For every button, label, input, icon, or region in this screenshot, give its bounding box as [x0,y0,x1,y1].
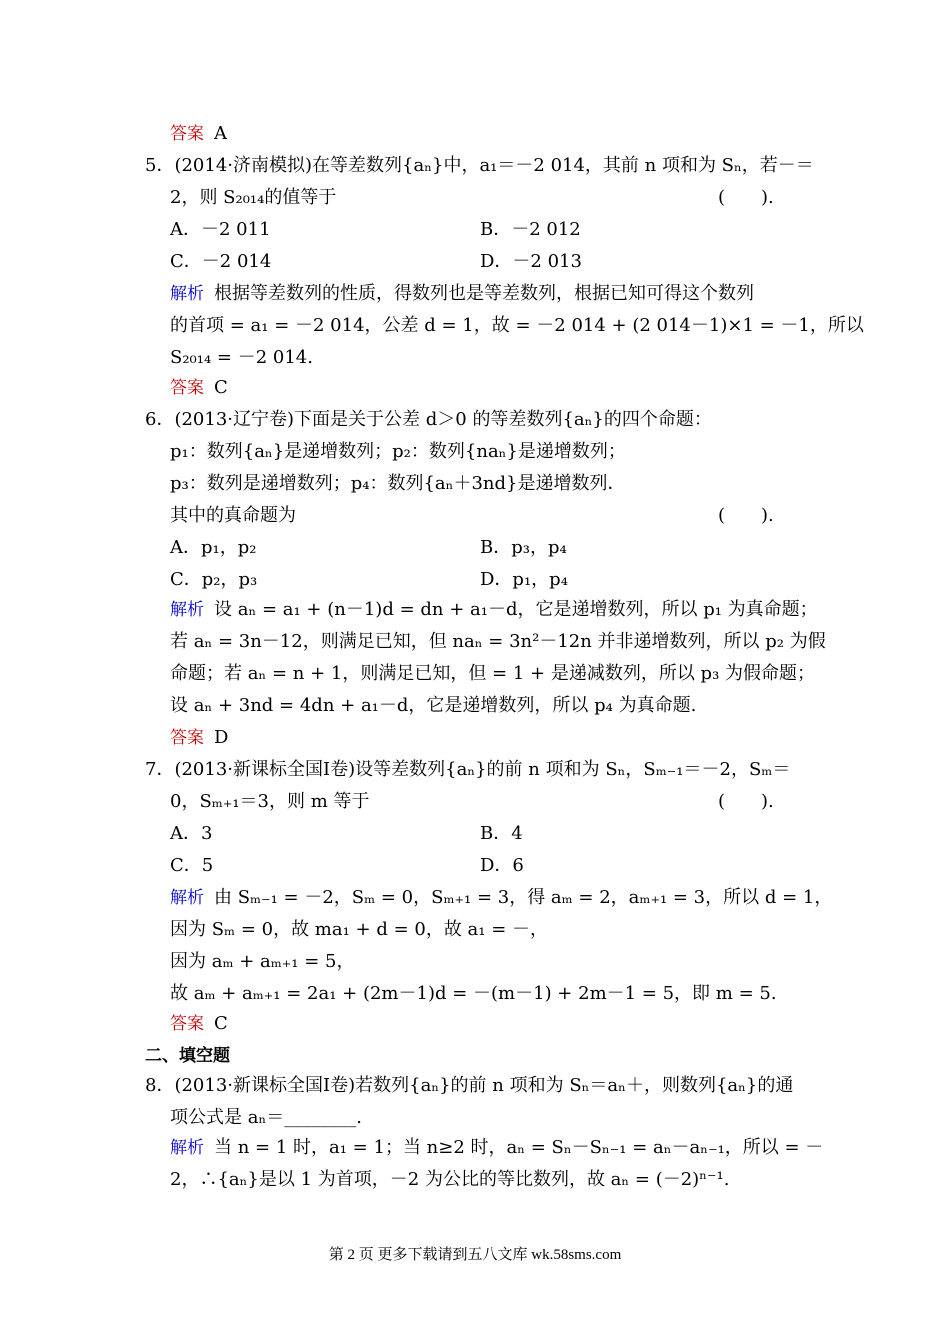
q5-option-d: D．－2 013 [480,251,582,272]
q6-analysis-text1: 设 aₙ = a₁ + (n－1)d = dn + a₁－d，它是递增数列，所以 p₁ 为真命题； [214,599,818,620]
q6-analysis-line1 [170,598,818,622]
q6-answer-line [170,726,228,750]
answer-label: 答案 [170,124,204,144]
q7-answer-line [170,1012,228,1036]
q6-stem-line2: 其中的真命题为 [170,505,296,526]
answer-label: 答案 [170,728,204,748]
analysis-label: 解析 [170,1138,204,1158]
q8-analysis-line1 [170,1136,823,1160]
q7-analysis-line4: 故 aₘ + aₘ₊₁ = 2a₁ + (2m－1)d = －(m－1) + 2m－1 = 5，即 m = 5. [170,983,777,1004]
q5-answer-line [170,376,228,400]
q8-stem-line1: 8．(2013·新课标全国Ⅰ卷)若数列{aₙ}的前 n 项和为 Sₙ＝aₙ＋，则数列{aₙ}的通 [145,1075,794,1096]
q6-analysis-line2: 若 aₙ = 3n－12，则满足已知，但 naₙ = 3n²－12n 并非递增数列，所以 p₂ 为假 [170,631,826,652]
q5-answer-blank: ( ). [718,187,774,208]
q5-stem-line2: 2，则 S₂₀₁₄的值等于 [170,187,337,208]
q4-answer-line [170,122,227,146]
q5-option-b: B．－2 012 [480,219,581,240]
q7-option-c: C．5 [170,855,214,876]
q7-answer: C [214,1013,228,1034]
q5-option-c: C．－2 014 [170,251,272,272]
q5-analysis-text1: 根据等差数列的性质，得数列也是等差数列，根据已知可得这个数列 [214,283,754,304]
page-footer: 第 2 页 更多下载请到五八文库 wk.58sms.com [328,1247,622,1263]
q6-analysis-line3: 命题；若 aₙ = n + 1，则满足已知，但 = 1 + 是递减数列，所以 p₃ 为假命题； [170,663,816,684]
analysis-label: 解析 [170,888,204,908]
q8-analysis-line2: 2，∴{aₙ}是以 1 为首项，－2 为公比的等比数列，故 aₙ = (－2)ⁿ⁻¹. [170,1169,730,1190]
q7-answer-blank: ( ). [718,791,774,812]
q5-stem-line1: 5．(2014·济南模拟)在等差数列{aₙ}中，a₁＝－2 014，其前 n 项和为 Sₙ，若－＝ [145,155,814,176]
analysis-label: 解析 [170,600,204,620]
q6-propositions-34: p₃：数列是递增数列；p₄：数列{aₙ＋3nd}是递增数列． [170,473,626,494]
q6-option-d: D．p₁，p₄ [480,569,568,590]
answer-label: 答案 [170,1014,204,1034]
q6-answer: D [214,727,229,748]
q7-stem-line2: 0，Sₘ₊₁＝3，则 m 等于 [170,791,370,812]
q7-analysis-line2: 因为 Sₘ = 0，故 ma₁ + d = 0，故 a₁ = －， [170,919,549,940]
q6-stem-line1: 6．(2013·辽宁卷)下面是关于公差 d＞0 的等差数列{aₙ}的四个命题： [145,409,712,430]
q5-analysis-line3: S₂₀₁₄ = －2 014. [170,347,313,368]
q7-analysis-line1 [170,886,832,910]
q6-option-a: A．p₁，p₂ [170,537,257,558]
q7-stem-line1: 7．(2013·新课标全国Ⅰ卷)设等差数列{aₙ}的前 n 项和为 Sₙ，Sₘ₋₁＝－2，Sₘ＝ [145,759,791,780]
q6-option-c: C．p₂，p₃ [170,569,258,590]
q7-analysis-line3: 因为 aₘ + aₘ₊₁ = 5， [170,951,355,972]
section-heading: 二、填空题 [145,1046,230,1066]
analysis-label: 解析 [170,284,204,304]
q5-answer: C [214,377,228,398]
q6-analysis-line4: 设 aₙ + 3nd = 4dn + a₁－d，它是递增数列，所以 p₄ 为真命题. [170,695,697,716]
q7-option-a: A．3 [170,823,213,844]
q5-analysis-line1 [170,282,754,306]
q6-option-b: B．p₃，p₄ [480,537,567,558]
q5-option-a: A．－2 011 [170,219,271,240]
q8-analysis-text1: 当 n = 1 时，a₁ = 1；当 n≥2 时，aₙ = Sₙ－Sₙ₋₁ = aₙ－aₙ₋₁，所以 = － [214,1137,824,1158]
q4-answer: A [214,123,227,144]
q8-stem-line2: 项公式是 aₙ＝________. [170,1107,362,1128]
q6-answer-blank: ( ). [718,505,774,526]
answer-label: 答案 [170,378,204,398]
q5-analysis-line2: 的首项 = a₁ = －2 014，公差 d = 1，故 = －2 014 + (2 014－1)×1 = －1，所以 [170,315,864,336]
q6-propositions-12: p₁：数列{aₙ}是递增数列；p₂：数列{naₙ}是递增数列； [170,441,626,462]
q7-option-d: D．6 [480,855,524,876]
q7-option-b: B．4 [480,823,523,844]
q7-analysis-text1: 由 Sₘ₋₁ = －2，Sₘ = 0，Sₘ₊₁ = 3，得 aₘ = 2，aₘ₊₁ = 3，所以 d = 1， [214,887,833,908]
